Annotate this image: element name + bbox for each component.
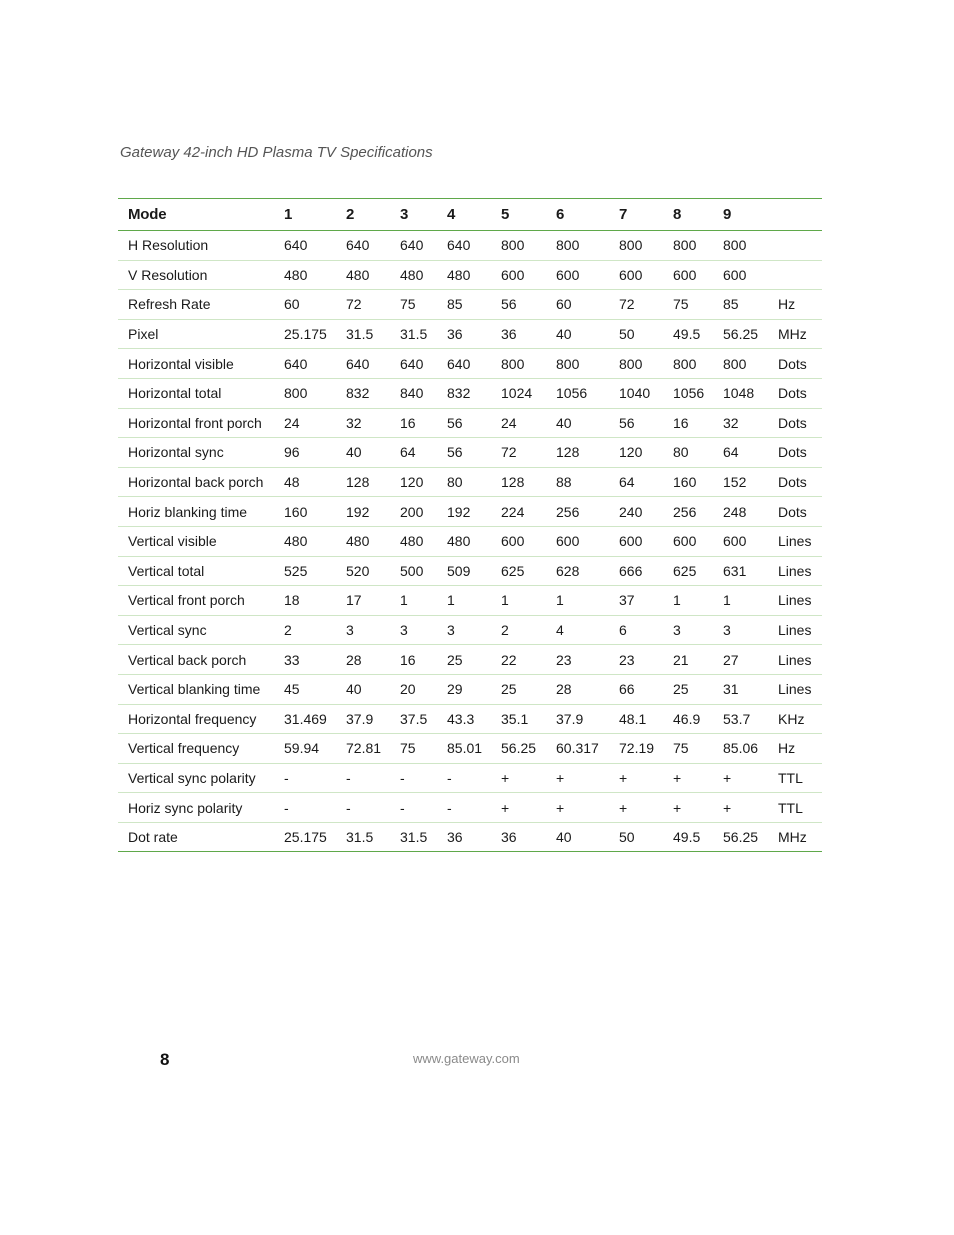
table-cell: 800 xyxy=(673,355,697,372)
table-cell: 1 xyxy=(556,592,564,609)
table-body xyxy=(118,231,822,852)
unit-cell: Dots xyxy=(778,385,807,402)
table-cell: 25.175 xyxy=(284,326,327,343)
table-cell: 640 xyxy=(400,355,424,372)
table-cell: - xyxy=(400,799,405,816)
table-cell: + xyxy=(723,769,732,786)
table-cell: 1 xyxy=(673,592,681,609)
table-cell: 640 xyxy=(284,355,308,372)
table-cell: 28 xyxy=(556,681,572,698)
header-mode-6: 6 xyxy=(556,206,565,223)
table-cell: 1024 xyxy=(501,385,533,402)
table-row xyxy=(118,260,822,290)
table-cell: 3 xyxy=(346,622,354,639)
table-cell: 18 xyxy=(284,592,300,609)
table-cell: 640 xyxy=(284,237,308,254)
row-label: Horizontal total xyxy=(128,385,222,402)
unit-cell: Dots xyxy=(778,444,807,461)
header-mode-4: 4 xyxy=(447,206,456,223)
table-cell: 72 xyxy=(619,296,635,313)
table-cell: 500 xyxy=(400,562,424,579)
unit-cell: Lines xyxy=(778,622,812,639)
table-cell: 25 xyxy=(447,651,463,668)
table-cell: 666 xyxy=(619,562,643,579)
table-cell: 600 xyxy=(619,266,643,283)
table-cell: 36 xyxy=(447,326,463,343)
table-cell: 50 xyxy=(619,326,635,343)
unit-cell: Lines xyxy=(778,681,812,698)
table-cell: 60 xyxy=(556,296,572,313)
table-cell: 1 xyxy=(400,592,408,609)
table-cell: + xyxy=(501,799,510,816)
table-cell: 24 xyxy=(284,414,300,431)
table-header xyxy=(118,199,822,231)
table-cell: 37.9 xyxy=(556,710,584,727)
table-cell: 800 xyxy=(723,355,747,372)
table-cell: 56.25 xyxy=(723,326,759,343)
table-cell: 600 xyxy=(556,266,580,283)
table-cell: 2 xyxy=(501,622,509,639)
table-cell: 46.9 xyxy=(673,710,701,727)
unit-cell: KHz xyxy=(778,710,805,727)
table-cell: + xyxy=(619,769,628,786)
table-cell: 480 xyxy=(400,266,424,283)
unit-cell xyxy=(778,231,822,261)
table-cell: 17 xyxy=(346,592,362,609)
table-cell: 800 xyxy=(501,355,525,372)
page-header-title: Gateway 42-inch HD Plasma TV Specifications xyxy=(120,144,433,161)
table-row xyxy=(118,615,822,645)
row-label: Vertical frequency xyxy=(128,740,240,757)
table-cell: 32 xyxy=(346,414,362,431)
table-cell: 22 xyxy=(501,651,517,668)
header-mode-8: 8 xyxy=(673,206,682,223)
table-cell: - xyxy=(346,799,351,816)
table-cell: 1 xyxy=(723,592,731,609)
unit-cell: Dots xyxy=(778,503,807,520)
table-row xyxy=(118,793,822,823)
table-cell: 45 xyxy=(284,681,300,698)
table-cell: 43.3 xyxy=(447,710,475,727)
table-cell: 16 xyxy=(400,651,416,668)
table-cell: 3 xyxy=(723,622,731,639)
table-cell: 640 xyxy=(346,237,370,254)
table-cell: 152 xyxy=(723,474,747,491)
unit-cell: Hz xyxy=(778,740,796,757)
row-label: Horizontal visible xyxy=(128,355,234,372)
header-mode-9: 9 xyxy=(723,206,732,223)
table-cell: 192 xyxy=(447,503,471,520)
unit-cell: Lines xyxy=(778,533,812,550)
header-mode: Mode xyxy=(128,206,167,223)
table-cell: 32 xyxy=(723,414,739,431)
unit-cell: Lines xyxy=(778,592,812,609)
table-cell: 36 xyxy=(447,829,463,846)
table-cell: 75 xyxy=(400,740,416,757)
table-cell: 480 xyxy=(346,266,370,283)
table-cell: 600 xyxy=(673,533,697,550)
table-cell: + xyxy=(673,769,682,786)
table-cell: 25 xyxy=(673,681,689,698)
row-label: H Resolution xyxy=(128,237,209,254)
table-cell: 800 xyxy=(501,237,525,254)
table-row xyxy=(118,438,822,468)
table-cell: 75 xyxy=(673,296,689,313)
table-cell: 1048 xyxy=(723,385,755,402)
table-cell: - xyxy=(447,769,452,786)
table-row xyxy=(118,467,822,497)
table-cell: 56.25 xyxy=(723,829,759,846)
table-cell: 1056 xyxy=(673,385,705,402)
table-cell: 31.5 xyxy=(346,829,374,846)
table-cell: 1 xyxy=(501,592,509,609)
table-cell: 480 xyxy=(284,266,308,283)
table-cell: 640 xyxy=(400,237,424,254)
table-cell: + xyxy=(723,799,732,816)
table-cell: 85.01 xyxy=(447,740,483,757)
table-row xyxy=(118,822,822,852)
table-cell: 248 xyxy=(723,503,747,520)
table-cell: 20 xyxy=(400,681,416,698)
table-cell: 509 xyxy=(447,562,471,579)
table-cell: 128 xyxy=(346,474,370,491)
table-cell: 628 xyxy=(556,562,580,579)
unit-cell: Dots xyxy=(778,414,807,431)
table-cell: 640 xyxy=(447,355,471,372)
table-cell: 3 xyxy=(447,622,455,639)
table-cell: 60 xyxy=(284,296,300,313)
unit-cell xyxy=(778,260,822,290)
table-cell: 72.81 xyxy=(346,740,382,757)
table-cell: 625 xyxy=(501,562,525,579)
table-cell: 600 xyxy=(723,266,747,283)
unit-cell: TTL xyxy=(778,769,803,786)
table-cell: 27 xyxy=(723,651,739,668)
table-cell: 28 xyxy=(346,651,362,668)
table-cell: 120 xyxy=(619,444,643,461)
table-cell: 840 xyxy=(400,385,424,402)
unit-cell: Hz xyxy=(778,296,796,313)
unit-cell: MHz xyxy=(778,326,807,343)
table-cell: 1056 xyxy=(556,385,588,402)
table-row xyxy=(118,408,822,438)
table-cell: 37 xyxy=(619,592,635,609)
table-cell: 56.25 xyxy=(501,740,537,757)
table-cell: 600 xyxy=(673,266,697,283)
table-row xyxy=(118,349,822,379)
table-cell: 59.94 xyxy=(284,740,320,757)
header-mode-5: 5 xyxy=(501,206,510,223)
footer-url: www.gateway.com xyxy=(413,1051,520,1066)
table-cell: 480 xyxy=(346,533,370,550)
table-cell: - xyxy=(346,769,351,786)
table-cell: 520 xyxy=(346,562,370,579)
table-cell: 40 xyxy=(346,681,362,698)
table-cell: 56 xyxy=(501,296,517,313)
table-cell: 64 xyxy=(723,444,739,461)
table-cell: 23 xyxy=(556,651,572,668)
table-cell: 40 xyxy=(346,444,362,461)
table-cell: 832 xyxy=(447,385,471,402)
table-cell: + xyxy=(556,799,565,816)
row-label: Horizontal front porch xyxy=(128,414,262,431)
table-cell: 200 xyxy=(400,503,424,520)
table-row xyxy=(118,586,822,616)
row-label: Vertical front porch xyxy=(128,592,245,609)
table-cell: 832 xyxy=(346,385,370,402)
table-cell: 56 xyxy=(619,414,635,431)
table-cell: 480 xyxy=(447,533,471,550)
table-cell: 600 xyxy=(556,533,580,550)
row-label: Horizontal sync xyxy=(128,444,224,461)
table-cell: 800 xyxy=(723,237,747,254)
unit-cell: TTL xyxy=(778,799,803,816)
table-cell: 160 xyxy=(284,503,308,520)
table-cell: 600 xyxy=(619,533,643,550)
table-row xyxy=(118,497,822,527)
table-cell: 31.5 xyxy=(346,326,374,343)
table-row xyxy=(118,319,822,349)
table-cell: 800 xyxy=(284,385,308,402)
unit-cell: MHz xyxy=(778,829,807,846)
table-cell: 256 xyxy=(556,503,580,520)
table-cell: 36 xyxy=(501,326,517,343)
table-cell: 72 xyxy=(501,444,517,461)
row-label: Refresh Rate xyxy=(128,296,211,313)
table-row xyxy=(118,378,822,408)
table-cell: - xyxy=(400,769,405,786)
table-cell: 31 xyxy=(723,681,739,698)
table-cell: + xyxy=(501,769,510,786)
table-cell: 480 xyxy=(447,266,471,283)
table-cell: 31.5 xyxy=(400,829,428,846)
table-cell: 1 xyxy=(447,592,455,609)
header-mode-7: 7 xyxy=(619,206,628,223)
table-cell: 48 xyxy=(284,474,300,491)
table-cell: 72.19 xyxy=(619,740,655,757)
table-cell: 600 xyxy=(723,533,747,550)
table-cell: 3 xyxy=(673,622,681,639)
row-label: Horizontal frequency xyxy=(128,710,257,727)
table-cell: 72 xyxy=(346,296,362,313)
row-label: V Resolution xyxy=(128,266,208,283)
table-cell: 256 xyxy=(673,503,697,520)
header-unit xyxy=(778,199,822,231)
table-cell: 60.317 xyxy=(556,740,599,757)
table-cell: 16 xyxy=(673,414,689,431)
table-cell: 75 xyxy=(673,740,689,757)
unit-cell: Lines xyxy=(778,562,812,579)
table-row xyxy=(118,645,822,675)
row-label: Horiz sync polarity xyxy=(128,799,243,816)
row-label: Pixel xyxy=(128,326,159,343)
table-cell: 80 xyxy=(673,444,689,461)
table-row xyxy=(118,526,822,556)
table-cell: 480 xyxy=(284,533,308,550)
table-row xyxy=(118,763,822,793)
table-cell: 64 xyxy=(400,444,416,461)
table-row xyxy=(118,556,822,586)
table-cell: 31.469 xyxy=(284,710,327,727)
table-cell: 35.1 xyxy=(501,710,529,727)
table-cell: 96 xyxy=(284,444,300,461)
specifications-table xyxy=(118,198,822,852)
table-cell: 33 xyxy=(284,651,300,668)
table-cell: 29 xyxy=(447,681,463,698)
unit-cell: Dots xyxy=(778,355,807,372)
table-cell: - xyxy=(284,769,289,786)
table-row xyxy=(118,704,822,734)
table-cell: 85 xyxy=(723,296,739,313)
row-label: Dot rate xyxy=(128,829,178,846)
row-label: Vertical blanking time xyxy=(128,681,261,698)
table-cell: 64 xyxy=(619,474,635,491)
table-cell: 49.5 xyxy=(673,829,701,846)
unit-cell: Lines xyxy=(778,651,812,668)
table-cell: 4 xyxy=(556,622,564,639)
table-cell: 23 xyxy=(619,651,635,668)
table-cell: 40 xyxy=(556,414,572,431)
page-number: 8 xyxy=(160,1050,170,1069)
row-label: Vertical visible xyxy=(128,533,217,550)
table-cell: 631 xyxy=(723,562,747,579)
table-header-row xyxy=(118,199,822,231)
table-cell: 800 xyxy=(556,237,580,254)
table-cell: 80 xyxy=(447,474,463,491)
row-label: Vertical back porch xyxy=(128,651,247,668)
table-cell: 40 xyxy=(556,326,572,343)
table-cell: 192 xyxy=(346,503,370,520)
table-cell: 24 xyxy=(501,414,517,431)
row-label: Horizontal back porch xyxy=(128,474,264,491)
table-cell: 2 xyxy=(284,622,292,639)
table-cell: 50 xyxy=(619,829,635,846)
table-cell: 160 xyxy=(673,474,697,491)
table-cell: 224 xyxy=(501,503,525,520)
table-row xyxy=(118,734,822,764)
table-cell: 37.9 xyxy=(346,710,374,727)
table-cell: 3 xyxy=(400,622,408,639)
table-cell: 1040 xyxy=(619,385,651,402)
table-cell: 800 xyxy=(619,355,643,372)
table-cell: 31.5 xyxy=(400,326,428,343)
table-cell: 37.5 xyxy=(400,710,428,727)
table-cell: 75 xyxy=(400,296,416,313)
table-cell: + xyxy=(673,799,682,816)
table-cell: 240 xyxy=(619,503,643,520)
table-cell: 56 xyxy=(447,414,463,431)
row-label: Vertical sync polarity xyxy=(128,769,256,786)
unit-cell: Dots xyxy=(778,474,807,491)
table-cell: 600 xyxy=(501,266,525,283)
table-cell: + xyxy=(619,799,628,816)
table-cell: 25.175 xyxy=(284,829,327,846)
table-cell: 49.5 xyxy=(673,326,701,343)
row-label: Vertical sync xyxy=(128,622,207,639)
table-cell: 21 xyxy=(673,651,689,668)
table-cell: 800 xyxy=(556,355,580,372)
table-cell: 120 xyxy=(400,474,424,491)
table-row xyxy=(118,231,822,261)
table-cell: 600 xyxy=(501,533,525,550)
table-cell: 56 xyxy=(447,444,463,461)
table-cell: 480 xyxy=(400,533,424,550)
header-mode-1: 1 xyxy=(284,206,293,223)
table-cell: 16 xyxy=(400,414,416,431)
table-cell: 85 xyxy=(447,296,463,313)
header-mode-3: 3 xyxy=(400,206,409,223)
table-cell: 88 xyxy=(556,474,572,491)
table-cell: 800 xyxy=(673,237,697,254)
table-cell: 85.06 xyxy=(723,740,759,757)
table-cell: 66 xyxy=(619,681,635,698)
table-cell: 40 xyxy=(556,829,572,846)
table-cell: 640 xyxy=(447,237,471,254)
row-label: Horiz blanking time xyxy=(128,503,248,520)
header-mode-2: 2 xyxy=(346,206,355,223)
table-cell: 128 xyxy=(556,444,580,461)
table-cell: 640 xyxy=(346,355,370,372)
table-cell: 625 xyxy=(673,562,697,579)
table-cell: - xyxy=(284,799,289,816)
table-cell: 525 xyxy=(284,562,308,579)
table-cell: 36 xyxy=(501,829,517,846)
row-label: Vertical total xyxy=(128,562,205,579)
table-cell: - xyxy=(447,799,452,816)
table-cell: 53.7 xyxy=(723,710,751,727)
table-cell: 128 xyxy=(501,474,525,491)
table-row xyxy=(118,674,822,704)
table-cell: 6 xyxy=(619,622,627,639)
table-row xyxy=(118,290,822,320)
table-cell: + xyxy=(556,769,565,786)
table-cell: 800 xyxy=(619,237,643,254)
table-cell: 48.1 xyxy=(619,710,647,727)
table-cell: 25 xyxy=(501,681,517,698)
